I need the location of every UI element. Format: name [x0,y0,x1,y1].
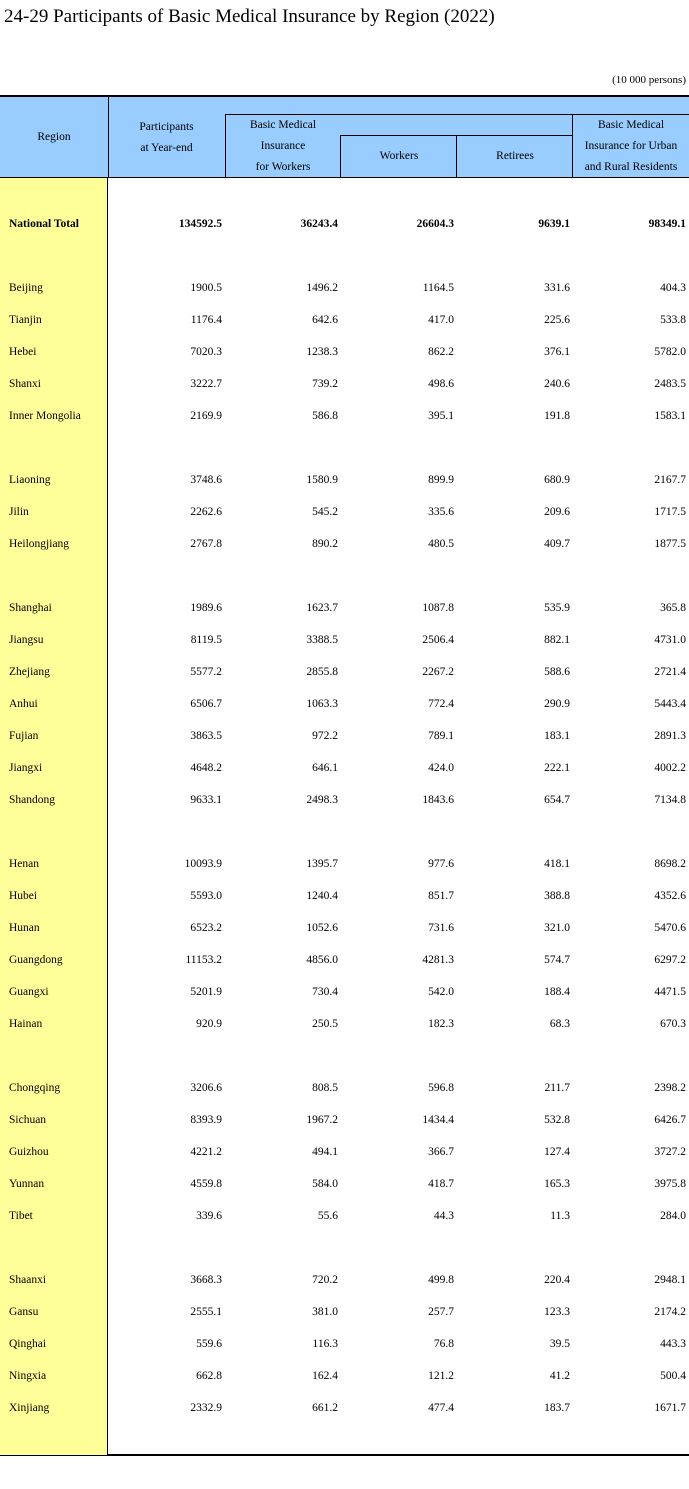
table-row [0,1328,689,1360]
region-name: Guangdong [9,954,63,966]
cell-workers-insurance: 36243.4 [300,218,338,230]
cell-workers: 424.0 [428,762,454,774]
cell-urban-rural: 4471.5 [654,986,686,998]
cell-workers: 498.6 [428,378,454,390]
cell-workers-insurance: 3388.5 [306,634,338,646]
cell-workers: 977.6 [428,858,454,870]
cell-participants: 339.6 [196,1210,222,1222]
cell-participants: 1900.5 [190,282,222,294]
table-row [0,784,689,816]
table-row [0,848,689,880]
region-name: Tianjin [9,314,42,326]
cell-retirees: 127.4 [544,1146,570,1158]
cell-workers: 76.8 [433,1338,454,1350]
region-name: Yunnan [9,1178,45,1190]
cell-workers-insurance: 55.6 [317,1210,338,1222]
cell-workers-insurance: 4856.0 [306,954,338,966]
cell-retirees: 331.6 [544,282,570,294]
cell-workers: 1843.6 [422,794,454,806]
cell-participants: 4648.2 [190,762,222,774]
cell-workers: 899.9 [428,474,454,486]
cell-workers: 851.7 [428,890,454,902]
cell-urban-rural: 2167.7 [654,474,686,486]
table-row [0,880,689,912]
region-name: Zhejiang [9,666,50,678]
cell-participants: 5577.2 [190,666,222,678]
cell-retirees: 165.3 [544,1178,570,1190]
cell-urban-rural: 1717.5 [654,506,686,518]
cell-participants: 6523.2 [190,922,222,934]
cell-participants: 2169.9 [190,410,222,422]
header-workers-group-line: Basic Medical [249,118,317,131]
region-name: Xinjiang [9,1402,50,1414]
header-participants-line: at Year-end [140,141,193,154]
cell-workers-insurance: 545.2 [312,506,338,518]
cell-retirees: 376.1 [544,346,570,358]
cell-retirees: 222.1 [544,762,570,774]
cell-workers: 335.6 [428,506,454,518]
table-row [0,976,689,1008]
region-name: Anhui [9,698,38,710]
cell-workers: 789.1 [428,730,454,742]
region-name: Liaoning [9,474,51,486]
unit-note: (10 000 persons) [612,74,686,86]
cell-urban-rural: 404.3 [660,282,686,294]
cell-workers: 862.2 [428,346,454,358]
cell-urban-rural: 2483.5 [654,378,686,390]
cell-urban-rural: 3727.2 [654,1146,686,1158]
header-region: Region [37,131,71,143]
page-title: 24-29 Participants of Basic Medical Insurance by Region (2022) [4,6,495,27]
cell-participants: 5593.0 [190,890,222,902]
cell-workers: 44.3 [433,1210,454,1222]
table-row [0,1136,689,1168]
cell-workers: 2506.4 [422,634,454,646]
cell-workers: 542.0 [428,986,454,998]
cell-workers: 772.4 [428,698,454,710]
cell-workers-insurance: 1623.7 [306,602,338,614]
cell-urban-rural: 6426.7 [654,1114,686,1126]
cell-participants: 3863.5 [190,730,222,742]
table-row [0,624,689,656]
cell-workers-insurance: 494.1 [312,1146,338,1158]
cell-retirees: 532.8 [544,1114,570,1126]
cell-urban-rural: 7134.8 [654,794,686,806]
region-name: National Total [9,218,79,230]
cell-workers-insurance: 1496.2 [306,282,338,294]
cell-participants: 920.9 [196,1018,222,1030]
cell-participants: 559.6 [196,1338,222,1350]
cell-workers-insurance: 1395.7 [306,858,338,870]
cell-participants: 3748.6 [190,474,222,486]
cell-retirees: 9639.1 [538,218,570,230]
cell-workers-insurance: 1063.3 [306,698,338,710]
cell-retirees: 183.7 [544,1402,570,1414]
cell-urban-rural: 4352.6 [654,890,686,902]
region-name: Jiangsu [9,634,44,646]
cell-urban-rural: 443.3 [660,1338,686,1350]
cell-retirees: 191.8 [544,410,570,422]
region-name: Guizhou [9,1146,49,1158]
table-row [0,688,689,720]
cell-workers-insurance: 2855.8 [306,666,338,678]
cell-retirees: 680.9 [544,474,570,486]
table-row [0,272,689,304]
cell-workers: 121.2 [428,1370,454,1382]
cell-retirees: 418.1 [544,858,570,870]
table-row [0,400,689,432]
header-urban-rural-line: Basic Medical [597,118,665,131]
cell-workers-insurance: 730.4 [312,986,338,998]
cell-participants: 4559.8 [190,1178,222,1190]
cell-workers-insurance: 116.3 [312,1338,338,1350]
cell-retirees: 39.5 [549,1338,570,1350]
cell-workers-insurance: 642.6 [312,314,338,326]
cell-retirees: 11.3 [550,1210,570,1222]
region-name: Chongqing [9,1082,61,1094]
cell-retirees: 188.4 [544,986,570,998]
table-row [0,528,689,560]
cell-retirees: 41.2 [549,1370,570,1382]
cell-workers-insurance: 162.4 [312,1370,338,1382]
cell-urban-rural: 98349.1 [648,218,686,230]
table-row [0,1200,689,1232]
cell-urban-rural: 2891.3 [654,730,686,742]
region-name: Shandong [9,794,55,806]
table-row [0,304,689,336]
region-name: Jiangxi [9,762,43,774]
cell-urban-rural: 1671.7 [654,1402,686,1414]
cell-workers: 26604.3 [416,218,454,230]
table-row [0,1168,689,1200]
region-name: Gansu [9,1306,39,1318]
cell-workers-insurance: 1238.3 [306,346,338,358]
cell-retirees: 220.4 [544,1274,570,1286]
region-name: Qinghai [9,1338,47,1350]
region-name: Ningxia [9,1370,47,1382]
cell-workers-insurance: 1240.4 [306,890,338,902]
table-row [0,1072,689,1104]
cell-urban-rural: 284.0 [660,1210,686,1222]
cell-urban-rural: 2948.1 [654,1274,686,1286]
region-name: Shanghai [9,602,52,614]
cell-urban-rural: 500.4 [660,1370,686,1382]
cell-retirees: 209.6 [544,506,570,518]
cell-participants: 8393.9 [190,1114,222,1126]
region-name: Inner Mongolia [9,410,81,422]
cell-workers: 499.8 [428,1274,454,1286]
header-workers-group-line: for Workers [255,160,311,173]
cell-workers: 2267.2 [422,666,454,678]
table-row-national-total [0,208,689,240]
cell-workers: 1087.8 [422,602,454,614]
table-row [0,1104,689,1136]
cell-participants: 134592.5 [178,218,222,230]
header-participants-line: Participants [139,120,194,133]
table-row [0,1296,689,1328]
cell-workers: 480.5 [428,538,454,550]
table-row [0,464,689,496]
cell-workers: 366.7 [428,1146,454,1158]
cell-retirees: 183.1 [544,730,570,742]
cell-workers: 596.8 [428,1082,454,1094]
cell-urban-rural: 1583.1 [654,410,686,422]
header-workers: Workers [379,150,419,162]
table-row [0,1392,689,1424]
cell-urban-rural: 670.3 [660,1018,686,1030]
cell-urban-rural: 365.8 [660,602,686,614]
cell-urban-rural: 1877.5 [654,538,686,550]
cell-retirees: 290.9 [544,698,570,710]
region-name: Shaanxi [9,1274,47,1286]
cell-workers-insurance: 1967.2 [306,1114,338,1126]
cell-workers-insurance: 720.2 [312,1274,338,1286]
cell-participants: 2332.9 [190,1402,222,1414]
cell-participants: 9633.1 [190,794,222,806]
cell-workers-insurance: 1052.6 [306,922,338,934]
cell-workers: 418.7 [428,1178,454,1190]
cell-participants: 8119.5 [190,634,222,646]
cell-workers-insurance: 2498.3 [306,794,338,806]
cell-retirees: 225.6 [544,314,570,326]
table-row [0,1360,689,1392]
region-name: Tibet [9,1210,33,1222]
region-name: Henan [9,858,40,870]
cell-retirees: 68.3 [549,1018,570,1030]
cell-participants: 4221.2 [190,1146,222,1158]
cell-urban-rural: 4002.2 [654,762,686,774]
cell-workers: 417.0 [428,314,454,326]
cell-urban-rural: 2721.4 [654,666,686,678]
region-name: Jilin [9,506,29,518]
cell-retirees: 240.6 [544,378,570,390]
cell-retirees: 211.7 [544,1082,570,1094]
cell-workers: 257.7 [428,1306,454,1318]
cell-urban-rural: 8698.2 [654,858,686,870]
region-name: Shanxi [9,378,41,390]
table-row [0,368,689,400]
cell-workers: 4281.3 [422,954,454,966]
table-row [0,1008,689,1040]
cell-participants: 2767.8 [190,538,222,550]
cell-workers-insurance: 250.5 [312,1018,338,1030]
cell-participants: 3222.7 [190,378,222,390]
cell-urban-rural: 4731.0 [654,634,686,646]
region-name: Hebei [9,346,37,358]
cell-workers-insurance: 1580.9 [306,474,338,486]
table-row [0,752,689,784]
cell-urban-rural: 6297.2 [654,954,686,966]
cell-retirees: 321.0 [544,922,570,934]
cell-participants: 662.8 [196,1370,222,1382]
table-row [0,592,689,624]
table-row [0,720,689,752]
header-retirees: Retirees [496,150,534,162]
cell-retirees: 409.7 [544,538,570,550]
cell-participants: 2262.6 [190,506,222,518]
cell-workers-insurance: 586.8 [312,410,338,422]
header-urban-rural-line: and Rural Residents [584,160,678,173]
cell-participants: 10093.9 [184,858,222,870]
cell-workers-insurance: 661.2 [312,1402,338,1414]
cell-urban-rural: 5443.4 [654,698,686,710]
cell-urban-rural: 2174.2 [654,1306,686,1318]
cell-participants: 2555.1 [190,1306,222,1318]
region-name: Hubei [9,890,38,902]
header-urban-rural-line: Insurance for Urban [584,139,678,152]
table-row [0,496,689,528]
cell-workers: 1434.4 [422,1114,454,1126]
cell-participants: 3206.6 [190,1082,222,1094]
table-row [0,336,689,368]
cell-workers-insurance: 808.5 [312,1082,338,1094]
cell-workers-insurance: 739.2 [312,378,338,390]
region-name: Hainan [9,1018,43,1030]
table-row [0,1264,689,1296]
cell-retirees: 535.9 [544,602,570,614]
table-row [0,656,689,688]
header-workers-group-line: Insurance [260,139,306,152]
region-name: Hunan [9,922,40,934]
region-name: Beijing [9,282,43,294]
cell-participants: 6506.7 [190,698,222,710]
cell-retirees: 574.7 [544,954,570,966]
cell-workers: 182.3 [428,1018,454,1030]
cell-workers-insurance: 646.1 [312,762,338,774]
cell-participants: 3668.3 [190,1274,222,1286]
region-name: Fujian [9,730,39,742]
cell-retirees: 388.8 [544,890,570,902]
cell-participants: 11153.2 [185,954,222,966]
cell-workers: 731.6 [428,922,454,934]
cell-participants: 1989.6 [190,602,222,614]
cell-workers-insurance: 890.2 [312,538,338,550]
cell-workers: 395.1 [428,410,454,422]
cell-urban-rural: 2398.2 [654,1082,686,1094]
cell-workers-insurance: 381.0 [312,1306,338,1318]
cell-urban-rural: 5782.0 [654,346,686,358]
cell-participants: 7020.3 [190,346,222,358]
cell-urban-rural: 3975.8 [654,1178,686,1190]
cell-workers-insurance: 972.2 [312,730,338,742]
cell-participants: 1176.4 [190,314,222,326]
region-name: Sichuan [9,1114,47,1126]
table-row [0,944,689,976]
cell-retirees: 588.6 [544,666,570,678]
region-name: Heilongjiang [9,538,70,550]
cell-workers: 477.4 [428,1402,454,1414]
cell-workers: 1164.5 [422,282,454,294]
cell-urban-rural: 5470.6 [654,922,686,934]
cell-retirees: 123.3 [544,1306,570,1318]
cell-retirees: 882.1 [544,634,570,646]
table-row [0,912,689,944]
cell-retirees: 654.7 [544,794,570,806]
cell-participants: 5201.9 [190,986,222,998]
cell-workers-insurance: 584.0 [312,1178,338,1190]
region-name: Guangxi [9,986,49,998]
cell-urban-rural: 533.8 [660,314,686,326]
